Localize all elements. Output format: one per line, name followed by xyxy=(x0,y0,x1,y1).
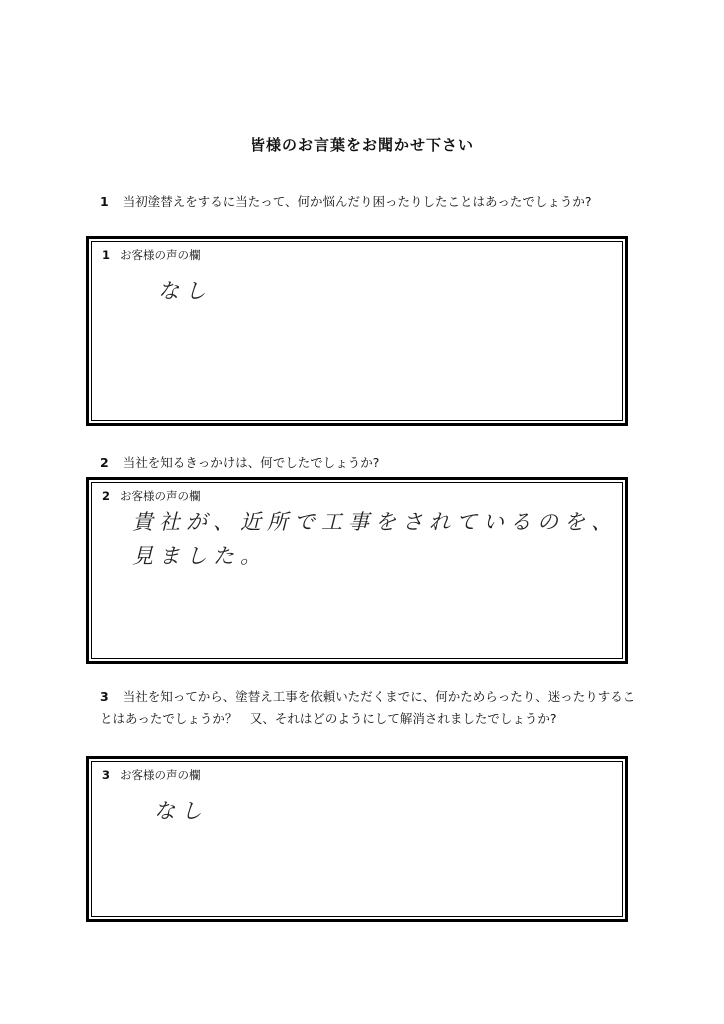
question-number: 1 xyxy=(100,194,109,209)
handwritten-answer-2: 貴社が、近所で工事をされているのを、 見ました。 xyxy=(132,510,618,568)
box-label: 1 お客様の声の欄 xyxy=(102,248,201,262)
question-text: 当社を知ってから、塗替え工事を依頼いただくまでに、何かためらったり、迷ったりすることはあったでしょうか？ 又、それはどのようにして解消されましたでしょうか? xyxy=(100,689,636,726)
handwritten-answer-3: なし xyxy=(154,799,208,823)
page-title: 皆様のお言葉をお聞かせ下さい xyxy=(249,136,474,154)
question-number: 2 xyxy=(100,455,109,470)
answer-box-3 xyxy=(86,756,628,922)
question-text: 当初塗替えをするに当たって、何か悩んだり困ったりしたことはあったでしょうか? xyxy=(122,194,592,209)
question-text: 当社を知るきっかけは、何でしたでしょうか? xyxy=(122,455,380,470)
box-label: 2 お客様の声の欄 xyxy=(102,489,201,503)
box-label: 3 お客様の声の欄 xyxy=(102,768,201,782)
question-2 xyxy=(100,452,640,474)
question-number: 3 xyxy=(100,689,109,704)
handwritten-answer-1: なし xyxy=(158,279,212,303)
answer-box-1 xyxy=(86,236,628,426)
question-3 xyxy=(100,686,640,730)
question-1 xyxy=(100,191,640,213)
answer-box-2 xyxy=(86,477,628,664)
